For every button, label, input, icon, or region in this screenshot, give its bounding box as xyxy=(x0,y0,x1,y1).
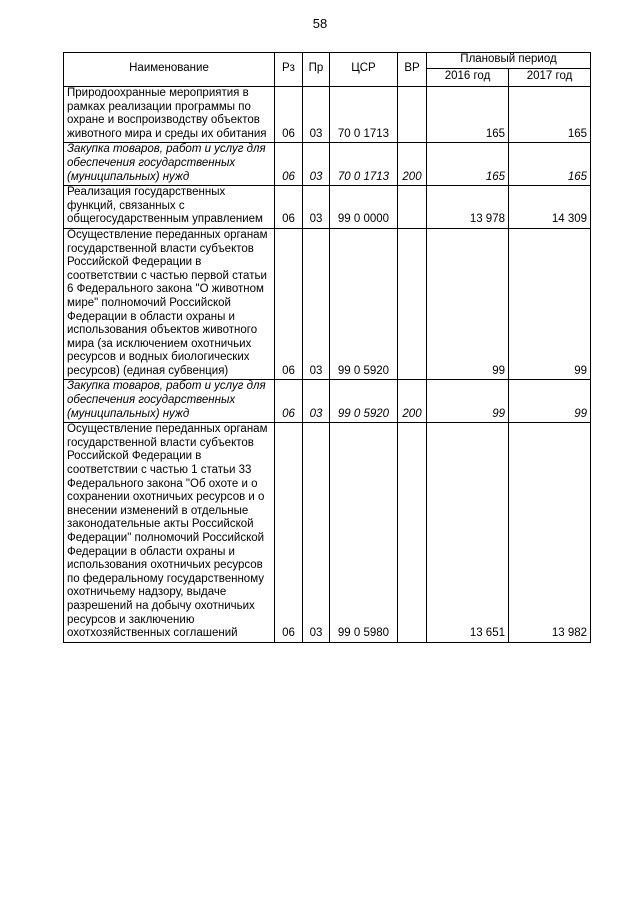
budget-table xyxy=(63,52,591,643)
row-name: Закупка товаров, работ и услуг для обеспечения государственных (муниципальных) нужд xyxy=(64,143,275,186)
row-value-2017: 99 xyxy=(509,228,591,380)
row-rz: 06 xyxy=(275,87,303,143)
row-pr: 03 xyxy=(303,143,330,186)
row-name: Закупка товаров, работ и услуг для обеспечения государственных (муниципальных) нужд xyxy=(64,380,275,423)
row-value-2016: 13 978 xyxy=(427,186,509,229)
row-csr: 70 0 1713 xyxy=(330,87,398,143)
table-row xyxy=(64,186,591,229)
row-csr: 99 0 5920 xyxy=(330,228,398,380)
row-csr: 70 0 1713 xyxy=(330,143,398,186)
row-value-2016: 165 xyxy=(427,87,509,143)
header-pr: Пр xyxy=(303,53,330,87)
row-pr: 03 xyxy=(303,380,330,423)
row-pr: 03 xyxy=(303,423,330,643)
row-value-2016: 99 xyxy=(427,228,509,380)
row-rz: 06 xyxy=(275,423,303,643)
row-pr: 03 xyxy=(303,186,330,229)
row-value-2016: 13 651 xyxy=(427,423,509,643)
row-vr xyxy=(398,87,427,143)
header-csr: ЦСР xyxy=(330,53,398,87)
row-rz: 06 xyxy=(275,143,303,186)
header-year-2016: 2016 год xyxy=(427,69,509,87)
row-rz: 06 xyxy=(275,186,303,229)
row-name: Природоохранные мероприятия в рамках реализации программы по охране и воспроизводству объектов животного мира и среды их обитания xyxy=(64,87,275,143)
header-year-2017: 2017 год xyxy=(509,69,591,87)
header-name: Наименование xyxy=(64,53,275,87)
row-value-2017: 165 xyxy=(509,87,591,143)
row-name: Осуществление переданных органам государственной власти субъектов Российской Федерации в соответствии с частью первой статьи 6 Федерального закона "О животном мире" полномочий Российской Федерации в области охраны и использования объектов животного мира (за исключением охотничьих ресурсов и водных биологических ресурсов) (единая субвенция) xyxy=(64,228,275,380)
row-vr: 200 xyxy=(398,380,427,423)
table-body xyxy=(64,87,591,643)
row-vr: 200 xyxy=(398,143,427,186)
row-pr: 03 xyxy=(303,228,330,380)
row-value-2016: 165 xyxy=(427,143,509,186)
page-number: 58 xyxy=(312,16,328,31)
table-row xyxy=(64,380,591,423)
row-vr xyxy=(398,228,427,380)
row-name: Реализация государственных функций, связанных с общегосударственным управлением xyxy=(64,186,275,229)
header-rz: Рз xyxy=(275,53,303,87)
row-csr: 99 0 0000 xyxy=(330,186,398,229)
row-vr xyxy=(398,423,427,643)
row-vr xyxy=(398,186,427,229)
header-vr: ВР xyxy=(398,53,427,87)
table-row xyxy=(64,423,591,643)
row-rz: 06 xyxy=(275,228,303,380)
row-value-2016: 99 xyxy=(427,380,509,423)
row-csr: 99 0 5980 xyxy=(330,423,398,643)
row-csr: 99 0 5920 xyxy=(330,380,398,423)
row-pr: 03 xyxy=(303,87,330,143)
table-row xyxy=(64,228,591,380)
header-planning-period: Плановый период xyxy=(427,53,591,69)
row-value-2017: 14 309 xyxy=(509,186,591,229)
row-name: Осуществление переданных органам государственной власти субъектов Российской Федерации в соответствии с частью 1 статьи 33 Федерального закона "Об охоте и о сохранении охотничьих ресурсов и о внесении изменений в отдельные законодательные акты Российской Федерации" полномочий Российской Федерации в области охраны и использования охотничьих ресурсов по федеральному государственному охотничьему надзору, выдаче разрешений на добычу охотничьих ресурсов и заключению охотхозяйственных соглашений xyxy=(64,423,275,643)
row-value-2017: 13 982 xyxy=(509,423,591,643)
table-row xyxy=(64,143,591,186)
row-value-2017: 99 xyxy=(509,380,591,423)
row-value-2017: 165 xyxy=(509,143,591,186)
table-row xyxy=(64,87,591,143)
row-rz: 06 xyxy=(275,380,303,423)
